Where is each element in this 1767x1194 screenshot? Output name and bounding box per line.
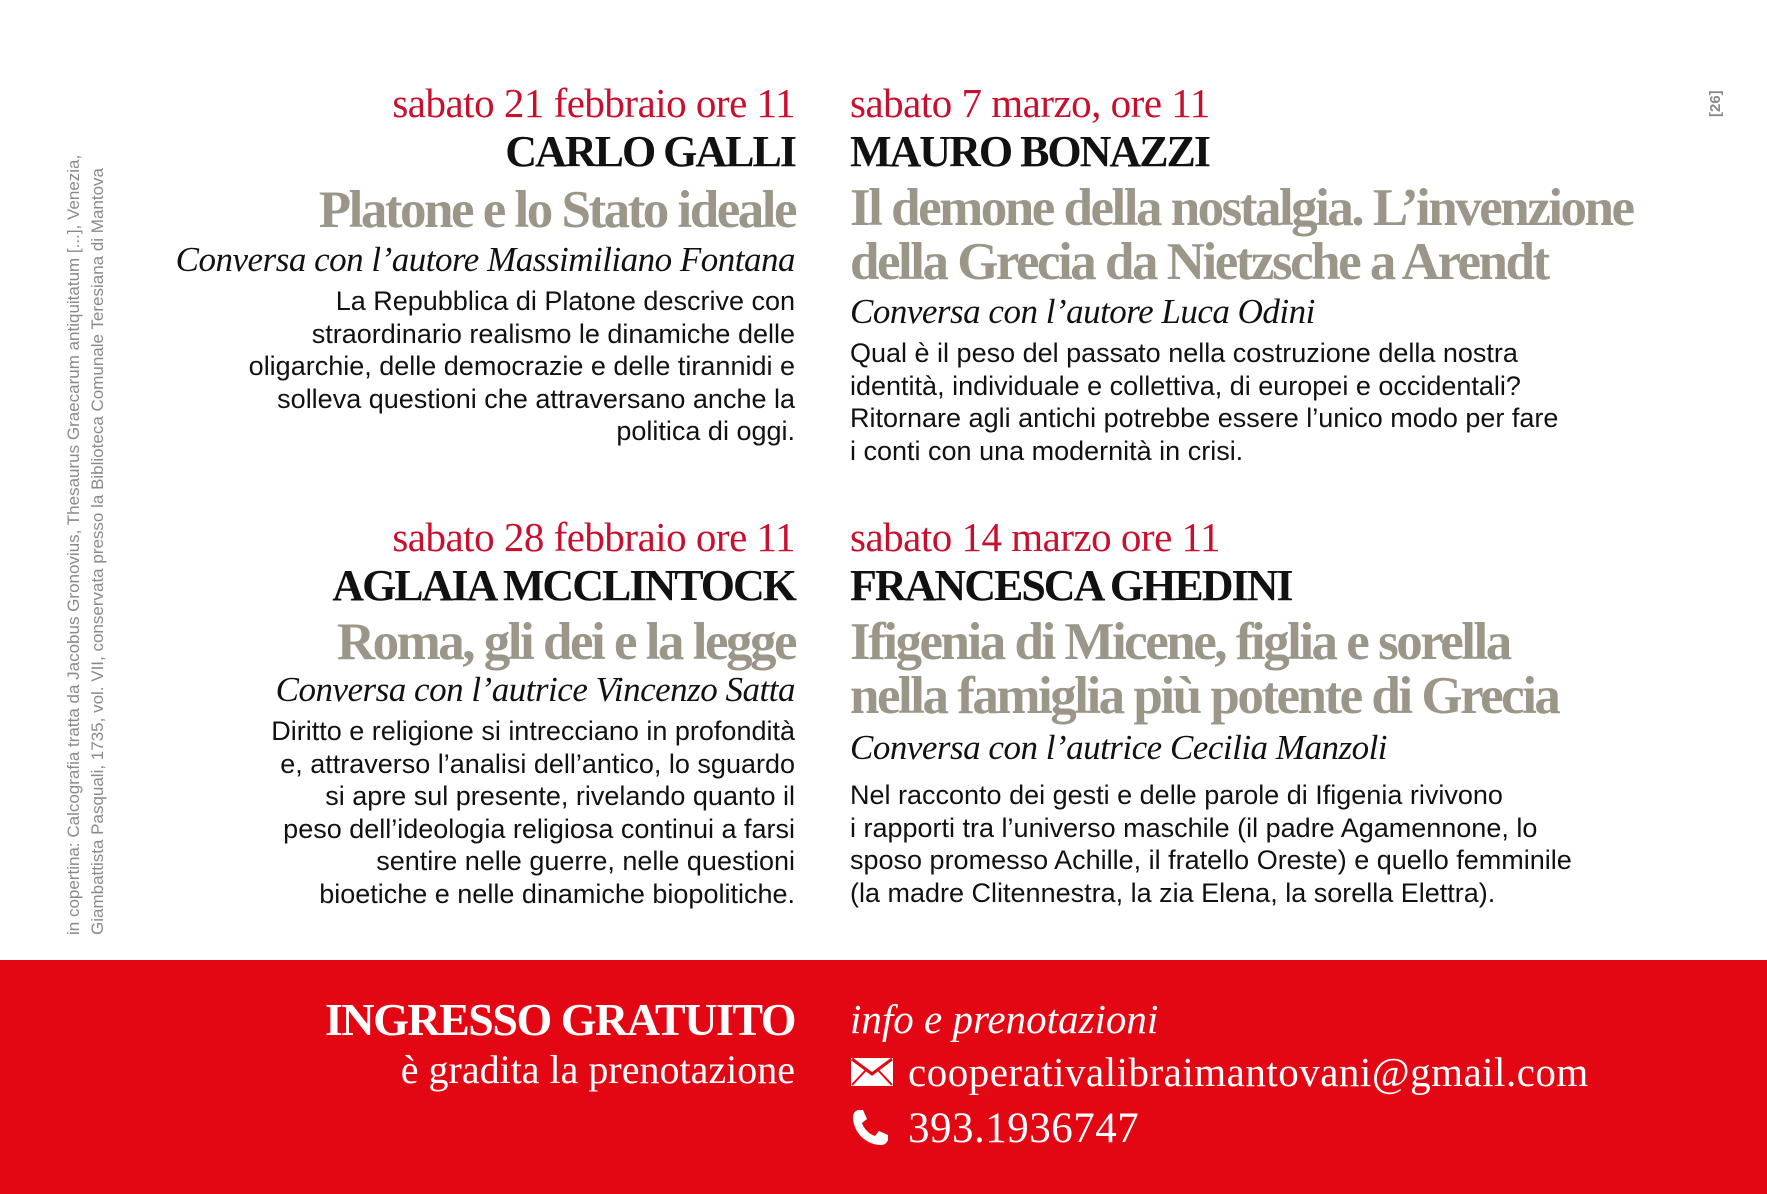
- phone-number[interactable]: 393.1936747: [908, 1104, 1140, 1152]
- event-date: sabato 7 marzo, ore 11: [850, 80, 1210, 126]
- event-topic-line: della Grecia da Nietzsche a Arendt: [850, 233, 1548, 291]
- description-line: Qual è il peso del passato nella costruzione della nostra: [850, 338, 1518, 368]
- description-line: identità, individuale e collettiva, di europei e occidentali?: [850, 370, 1521, 401]
- description-line: si apre sul presente, rivelando quanto il: [325, 781, 795, 811]
- phone-row[interactable]: [850, 1100, 1730, 1156]
- description-line: Nel racconto dei gesti e delle parole di Ifigenia rivivono: [850, 780, 1503, 810]
- event-conversation: Conversa con l’autrice Cecilia Manzoli: [850, 728, 1388, 767]
- event-date: sabato 21 febbraio ore 11: [392, 80, 795, 126]
- event-date: sabato 14 marzo ore 11: [850, 514, 1221, 560]
- event-topic: [120, 183, 795, 237]
- event-conversation: Conversa con l’autore Luca Odini: [850, 292, 1315, 331]
- event-topic: [120, 615, 795, 669]
- description-line: La Repubblica di Platone descrive con: [335, 286, 795, 316]
- event-carlo-galli: [120, 80, 795, 448]
- description-line: Ritornare agli antichi potrebbe essere l’unico modo per fare: [850, 403, 1559, 433]
- description-line: (la madre Clitennestra, la zia Elena, la sorella Elettra).: [850, 877, 1496, 908]
- event-author: CARLO GALLI: [505, 127, 795, 176]
- description-line: e, attraverso l’analisi dell’antico, lo sguardo: [280, 748, 795, 779]
- event-conversation: Conversa con l’autrice Vincenzo Satta: [275, 670, 795, 709]
- event-topic-line: Roma, gli dei e la legge: [336, 613, 795, 671]
- phone-icon: [850, 1108, 894, 1148]
- cover-credit-line-1: in copertina: Calcografia tratta da Jacobus Gronovius, Thesaurus Graecarum antiquitatum [...], Venezia,: [64, 154, 83, 935]
- info-label: info e prenotazioni: [850, 996, 1159, 1042]
- description-line: politica di oggi.: [616, 416, 795, 446]
- description-line: straordinario realismo le dinamiche delle: [311, 318, 795, 349]
- description-line: i rapporti tra l’universo maschile (il padre Agamennone, lo: [850, 812, 1538, 843]
- event-topic: [850, 615, 1710, 723]
- event-author: AGLAIA MCCLINTOCK: [332, 561, 795, 610]
- event-description: [120, 285, 795, 448]
- event-francesca-ghedini: [850, 514, 1710, 909]
- cover-credit: [62, 35, 110, 935]
- footer-band: [0, 960, 1767, 1194]
- event-description: [850, 779, 1710, 909]
- free-entry-block: [120, 994, 795, 1094]
- page-number: [26]: [1707, 90, 1724, 117]
- description-line: solleva questioni che attraversano anche la: [277, 383, 795, 414]
- description-line: sposo promesso Achille, il fratello Oreste) e quello femminile: [850, 845, 1572, 875]
- event-topic: [850, 181, 1710, 289]
- envelope-icon: [850, 1052, 894, 1092]
- event-topic-line: Platone e lo Stato ideale: [318, 181, 795, 239]
- event-description: [850, 337, 1710, 467]
- event-topic-line: Il demone della nostalgia. L’invenzione: [850, 179, 1633, 237]
- contact-block: [850, 994, 1730, 1156]
- event-aglaia-mcclintock: [120, 514, 795, 910]
- event-conversation: Conversa con l’autore Massimiliano Fontana: [175, 240, 795, 279]
- event-topic-line: nella famiglia più potente di Grecia: [850, 667, 1559, 725]
- description-line: peso dell’ideologia religiosa continui a farsi: [283, 813, 795, 844]
- description-line: sentire nelle guerre, nelle questioni: [376, 846, 795, 876]
- event-topic-line: Ifigenia di Micene, figlia e sorella: [850, 613, 1510, 671]
- description-line: oligarchie, delle democrazie e delle tirannidi e: [248, 351, 795, 381]
- email-link[interactable]: cooperativalibraimantovani@gmail.com: [908, 1049, 1589, 1095]
- event-date: sabato 28 febbraio ore 11: [392, 514, 795, 560]
- description-line: i conti con una modernità in crisi.: [850, 435, 1244, 466]
- event-mauro-bonazzi: [850, 80, 1710, 467]
- event-author: MAURO BONAZZI: [850, 127, 1210, 176]
- description-line: bioetiche e nelle dinamiche biopolitiche.: [319, 878, 795, 909]
- booking-note: è gradita la prenotazione: [400, 1047, 795, 1092]
- email-row[interactable]: [850, 1044, 1730, 1100]
- event-author: FRANCESCA GHEDINI: [850, 561, 1292, 610]
- cover-credit-line-2: Giambattista Pasquali, 1735, vol. VII, conservata presso la Biblioteca Comunale Teresiana di Mantova: [88, 168, 107, 935]
- event-description: [120, 715, 795, 910]
- free-entry-title: INGRESSO GRATUITO: [325, 994, 795, 1045]
- description-line: Diritto e religione si intrecciano in profondità: [271, 716, 795, 746]
